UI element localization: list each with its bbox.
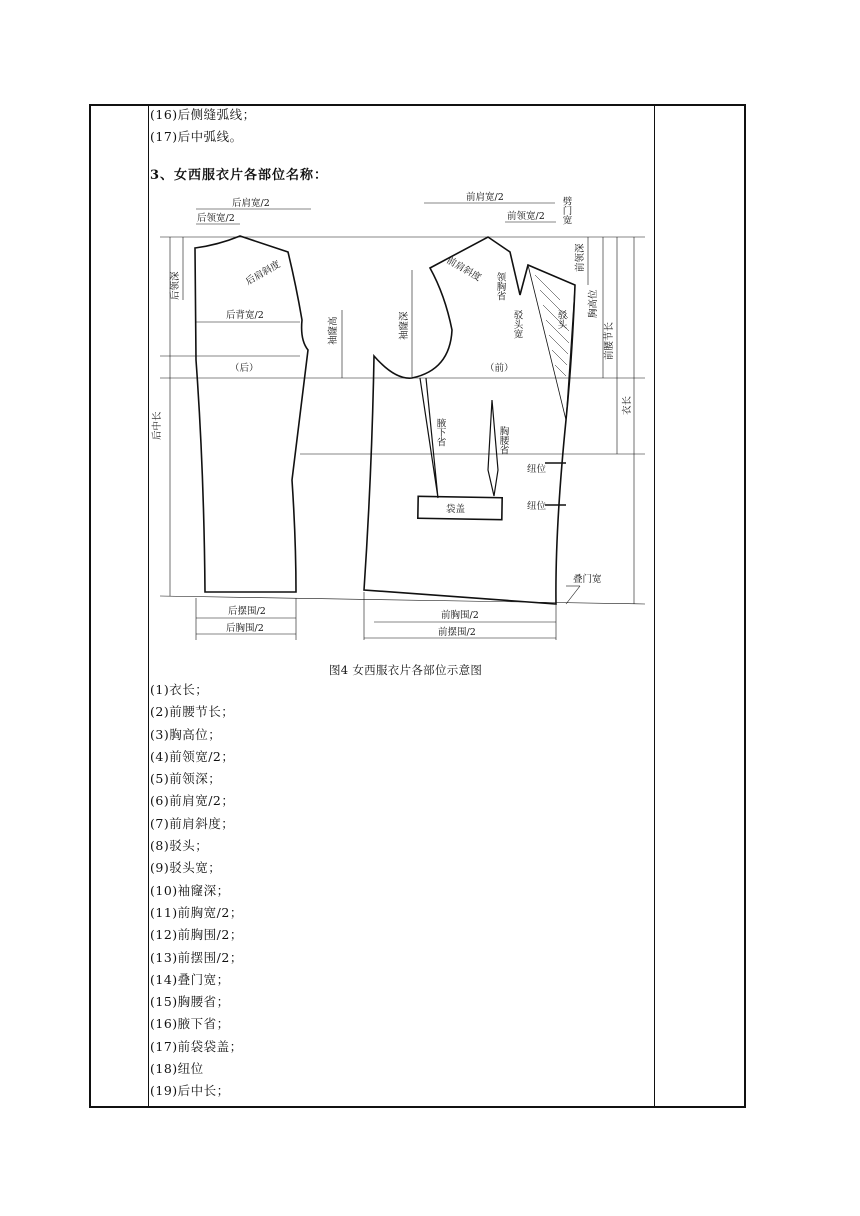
list-item: (18)纽位 (150, 1061, 204, 1077)
label-front-hem: 前摆围/2 (438, 627, 476, 638)
figure-caption: 图4 女西服衣片各部位示意图 (329, 663, 483, 677)
list-item: (6)前肩宽/2； (150, 793, 235, 809)
list-item: (10)袖窿深； (150, 882, 230, 898)
label-back-shoulder-slope: 后肩斜度 (244, 259, 283, 288)
list-item: (5)前领深； (150, 771, 222, 787)
parts-list (150, 679, 243, 1103)
label-underarm-dart: 腋下省 (434, 418, 446, 447)
label-armhole-depth: 袖窿深 (399, 311, 410, 340)
list-item: (3)胸高位； (150, 726, 222, 742)
list-item: (13)前摆围/2； (150, 949, 243, 965)
list-item: (4)前领宽/2； (150, 748, 235, 764)
label-overlap-width: 叠门宽 (573, 574, 602, 585)
label-front-shoulder-slope: 前肩斜度 (444, 255, 483, 284)
list-item: (11)前胸宽/2； (150, 904, 243, 920)
label-lapel-width: 驳头宽 (511, 310, 523, 339)
list-item: (16)后侧缝弧线； (150, 107, 256, 122)
label-neck-dart: 领胸省 (494, 272, 506, 301)
label-front-mark: （前） (485, 363, 514, 374)
label-back-neck-depth: 后领深 (170, 271, 181, 300)
label-back-chest: 后胸围/2 (226, 623, 264, 634)
label-bust-waist-dart: 胸腰省 (497, 426, 509, 455)
list-item: (15)胸腰省； (150, 994, 230, 1010)
label-front-neck-depth: 前领深 (575, 243, 586, 272)
list-item: (1)衣长； (150, 682, 209, 697)
label-bust-point: 胸高位 (588, 289, 599, 318)
label-garment-length: 衣长 (622, 395, 633, 415)
label-button-2: 纽位 (527, 501, 547, 512)
label-front-waist-length: 前腰节长 (604, 321, 615, 360)
section-heading: 3、女西服衣片各部位名称： (150, 168, 329, 183)
list-item: (7)前肩斜度； (150, 815, 235, 831)
list-item: (17)后中弧线。 (150, 129, 243, 145)
label-back-center-length: 后中长 (152, 411, 163, 440)
label-back-shoulder-width: 后肩宽/2 (232, 198, 270, 209)
label-placket-width: 劈门宽 (560, 196, 572, 225)
list-item: (16)腋下省； (150, 1016, 230, 1032)
label-back-mark: （后） (230, 363, 259, 374)
label-back-width: 后背宽/2 (226, 310, 264, 321)
label-armhole-height: 袖窿高 (328, 316, 339, 345)
list-item: (14)叠门宽； (150, 971, 230, 987)
label-lapel: 驳头 (555, 310, 567, 329)
list-item: (8)驳头； (150, 838, 209, 854)
label-pocket-flap: 袋盖 (446, 504, 466, 515)
label-front-chest: 前胸围/2 (441, 610, 479, 621)
list-item: (17)前袋袋盖； (150, 1038, 243, 1054)
list-item: (9)驳头宽； (150, 860, 222, 876)
label-button-1: 纽位 (527, 464, 547, 475)
list-item: (12)前胸围/2； (150, 927, 243, 943)
label-back-hem: 后摆围/2 (228, 606, 266, 617)
label-front-neck-width: 前领宽/2 (507, 211, 545, 222)
list-item: (19)后中长； (150, 1083, 230, 1099)
list-item: (2)前腰节长； (150, 704, 235, 720)
label-back-neck-width: 后领宽/2 (197, 213, 235, 224)
label-front-shoulder-width: 前肩宽/2 (466, 192, 504, 203)
